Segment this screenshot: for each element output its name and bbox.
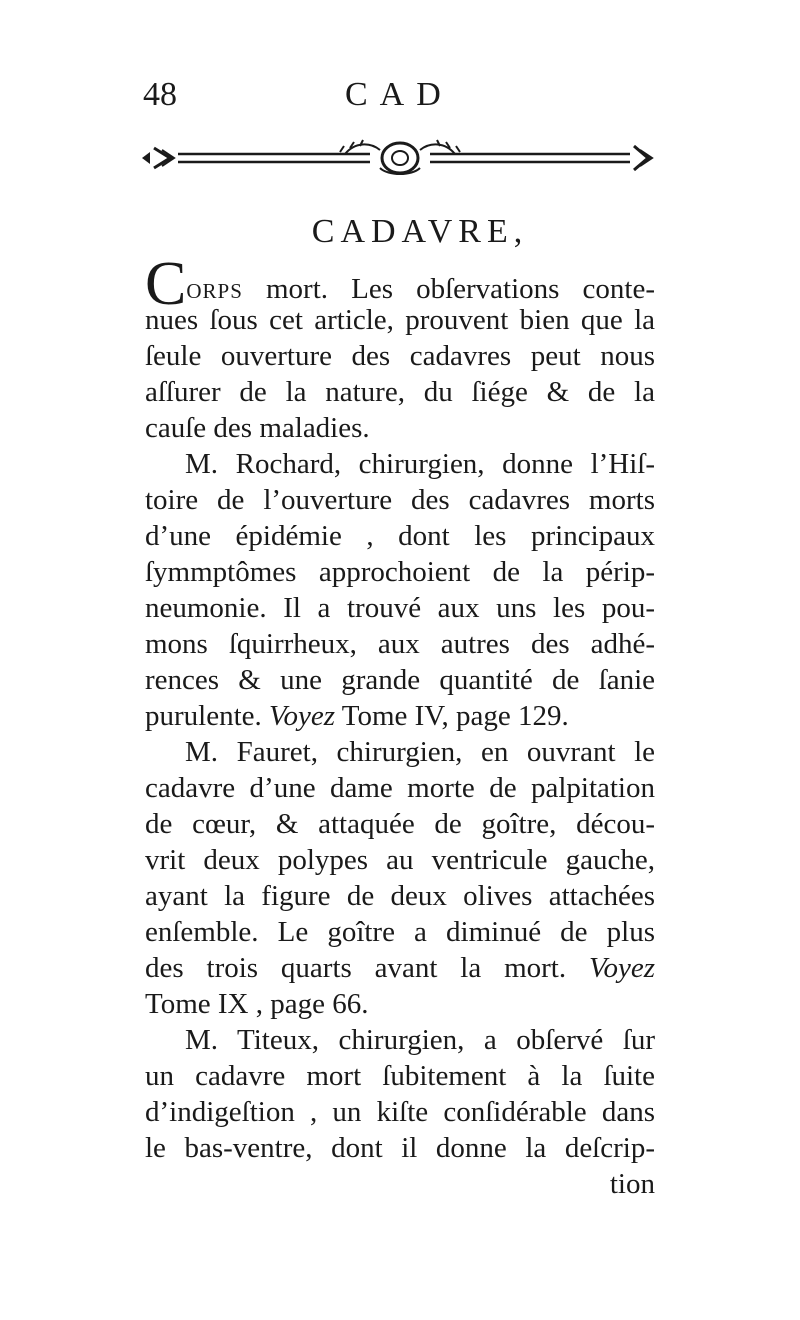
text-line: M. Rochard, chirurgien, donne l’Hiſ- [185,448,655,480]
text-line: ſeule ouverture des cadavres peut nous [145,340,655,372]
small-caps-word: ORPS [186,279,243,303]
text-line: Tome IX , page 66. [145,988,369,1020]
line-text: des trois quarts avant la mort. [145,952,567,984]
text-line: vrit deux polypes au ventricule gauche, [145,844,655,876]
text-line: nues ſous cet article, prouvent bien que la [145,304,655,336]
text-line: ayant la figure de deux olives attachées [145,880,655,912]
text-line [145,698,655,734]
text-line: le bas-ventre, dont il donne la deſcrip- [145,1132,655,1164]
text-line: mons ſquirrheux, aux autres des adhé- [145,628,655,660]
text-line: d’une épidémie , dont les principaux [145,520,655,552]
text-line: neumonie. Il a trouvé aux uns les pou- [145,592,655,624]
line-text: Tome IV, page 129. [335,700,569,732]
text-line: de cœur, & attaquée de goître, décou- [145,808,655,840]
text-line: ſymmptômes approchoient de la périp- [145,556,655,588]
running-head: CAD [345,76,453,113]
line-text: purulente. [145,700,262,732]
text-line: M. Fauret, chirurgien, en ouvrant le [185,736,655,768]
section-title: CADAVRE, [311,213,529,250]
decorative-rule-ornament-icon [140,138,655,178]
text-line: d’indigeſtion , un kiſte conſidérable dans [145,1096,655,1128]
page-number: 48 [143,76,177,113]
text-line: cauſe des maladies. [145,412,370,444]
drop-capital: C [145,250,187,318]
body-text [145,250,655,1202]
text-line: M. Titeux, chirurgien, a obſervé ſur [185,1024,655,1056]
catchword: tion [609,1168,655,1200]
text-line: toire de l’ouverture des cadavres morts [145,484,655,516]
text-line [145,950,655,986]
italic-reference: Voyez [269,700,336,732]
text-line: enſemble. Le goître a diminué de plus [145,916,655,948]
line-text: mort. Les obſervations conte- [242,273,655,305]
text-line: un cadavre mort ſubitement à la ſuite [145,1060,655,1092]
italic-reference: Voyez [588,952,655,984]
text-line [145,250,655,318]
text-line: rences & une grande quantité de ſanie [145,664,655,696]
text-line: aſſurer de la nature, du ſiége & de la [145,376,655,408]
text-line: cadavre d’une dame morte de palpitation [145,772,655,804]
